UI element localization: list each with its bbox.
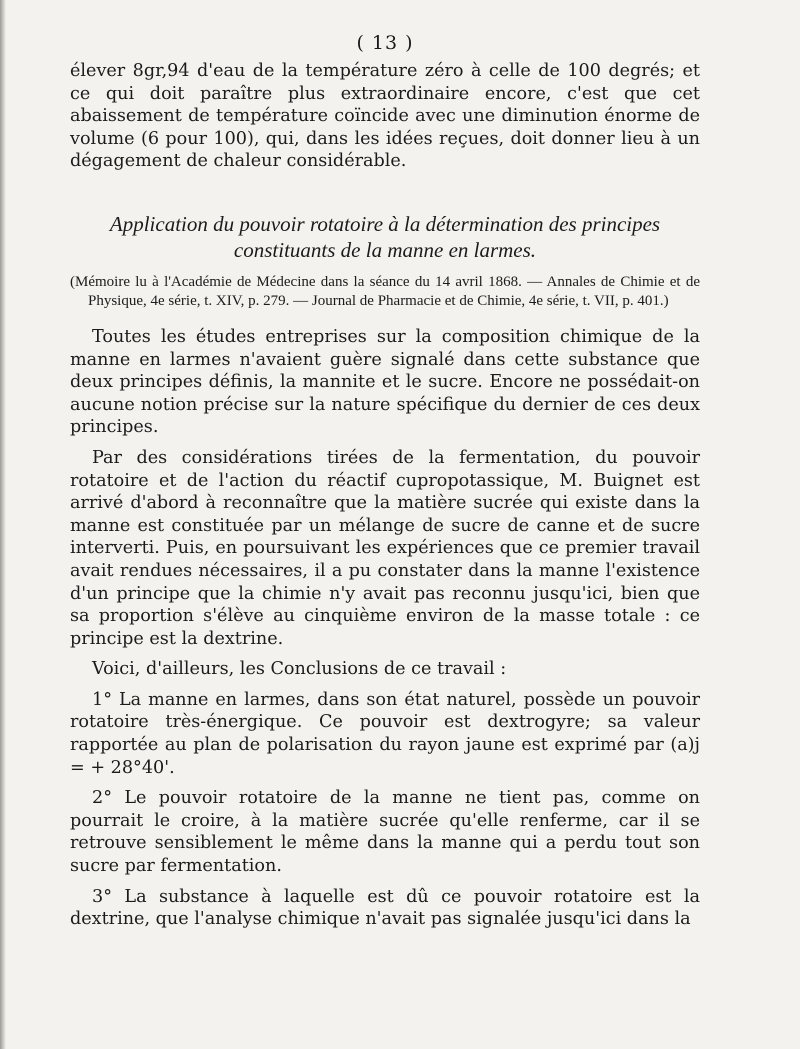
conclusion-3: 3° La substance à laquelle est dû ce pouvoir rotatoire est la dextrine, que l'analyse chimique n'avait pas signalée jusqu'ici dans la [70, 886, 700, 930]
document-page [70, 32, 700, 931]
intro-paragraph: élever 8gr,94 d'eau de la température zéro à celle de 100 degrés; et ce qui doit paraître plus extraordinaire encore, c'est que cet abaissement de température coïncide avec une diminution énorme de volume (6 pour 100), qui, dans les idées reçues, doit donner lieu à un dégagement de chaleur considérable. [70, 61, 700, 172]
conclusion-2: 2° Le pouvoir rotatoire de la manne ne tient pas, comme on pourrait le croire, à la matière sucrée qu'elle renferme, car il se retrouve sensiblement le même dans la manne qui a perdu tout son sucre par fermentation. [70, 788, 700, 877]
paragraph-buignet: Par des considérations tirées de la fermentation, du pouvoir rotatoire et de l'action du réactif cupropotassique, M. Buignet est arrivé d'abord à reconnaître que la matière sucrée qui existe dans la manne est constituée par un mélange de sucre de canne et de sucre interverti. Puis, en poursuivant les expériences que ce premier travail avait rendues nécessaires, il a pu constater dans la manne l'existence d'un principe que la chimie n'y avait pas reconnu jusqu'ici, bien que sa proportion s'élève au cinquième environ de la masse totale : ce principe est la dextrine. [70, 447, 700, 649]
section-heading-line-2: constituants de la manne en larmes. [233, 237, 537, 262]
page-number: ( 13 ) [356, 32, 414, 54]
section-heading [70, 211, 700, 263]
section-heading-line-1: Application du pouvoir rotatoire à la détermination des principes [109, 211, 661, 236]
conclusion-1: 1° La manne en larmes, dans son état naturel, possède un pouvoir rotatoire très-énergique. Ce pouvoir est dextrogyre; sa valeur rapportée au plan de polarisation du rayon jaune est exprimé par (a)j = + 28°40'. [70, 689, 700, 778]
paragraph-conclusions-intro: Voici, d'ailleurs, les Conclusions de ce travail : [92, 659, 507, 680]
reference-note: (Mémoire lu à l'Académie de Médecine dans la séance du 14 avril 1868. — Annales de Chimie et de Physique, 4e série, t. XIV, p. 279. — Journal de Pharmacie et de Chimie, 4e série, t. VII, p. 401.) [70, 273, 700, 310]
paragraph-studies: Toutes les études entreprises sur la composition chimique de la manne en larmes n'avaient guère signalé dans cette substance que deux principes définis, la mannite et le sucre. Encore ne possédait-on aucune notion précise sur la nature spécifique du dernier de ces deux principes. [70, 326, 700, 438]
scan-edge-shadow [0, 0, 6, 1049]
